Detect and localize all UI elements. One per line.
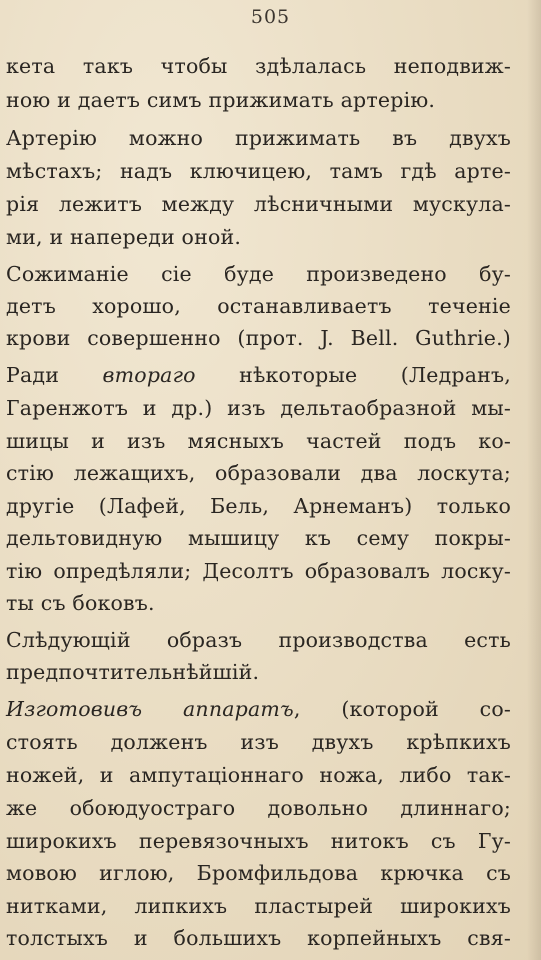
text-line-13: стію лежащихъ, образовали два лоскута; <box>6 461 511 485</box>
text-line-19: предпочтительнѣйшій. <box>6 660 260 684</box>
text-line-20-content <box>6 699 511 720</box>
word-radi: Ради <box>6 363 103 387</box>
text-line-3: Артерію можно прижимать въ двухъ <box>6 126 511 150</box>
text-line-22: ножей, и ампутаціоннаго ножа, либо так- <box>6 763 511 787</box>
text-line-26: нитками, липкихъ пластырей широкихъ <box>6 894 511 918</box>
text-line-27: толстыхъ и большихъ корпейныхъ свя- <box>6 926 511 950</box>
text-line-1: кета такъ чтобы здѣлалась неподвиж- <box>6 54 511 78</box>
text-line-11: Гаренжотъ и др.) изъ дельтаобразной мы- <box>6 396 511 420</box>
text-line-2: ною и даетъ симъ прижимать артерію. <box>6 88 436 112</box>
text-line-24: широкихъ перевязочныхъ нитокъ съ Гу- <box>6 829 511 853</box>
text-line-10 <box>0 365 541 386</box>
italic-word: вторaго <box>102 363 196 387</box>
italic-phrase: Изготовивъ аппаратъ <box>6 697 294 721</box>
line20-rest: , (которой со- <box>293 697 511 721</box>
text-line-9: крови совершенно (прот. J. Bell. Guthrie.) <box>6 326 511 350</box>
text-line-21: стоять долженъ изъ двухъ крѣпкихъ <box>6 730 511 754</box>
text-line-25: мовою иглою, Бромфильдова крючка съ <box>6 861 511 885</box>
text-line-17: ты съ боковъ. <box>6 591 155 615</box>
text-line-20 <box>0 699 541 720</box>
text-line-12: шицы и изъ мясныхъ частей подъ ко- <box>6 429 511 453</box>
text-line-15: дельтовидную мышицу къ сему покры- <box>6 526 511 550</box>
page-edge-shadow <box>527 0 541 960</box>
page-number: 505 <box>250 6 291 28</box>
text-line-8: детъ хорошо, останавливаетъ теченіе <box>6 294 511 318</box>
text-line-7: Сожиманіе сіе буде произведено бу- <box>6 262 511 286</box>
text-line-14: другіе (Лафей, Бель, Арнеманъ) только <box>6 494 511 518</box>
text-line-6: ми, и напереди оной. <box>6 225 242 249</box>
text-line-4: мѣстахъ; надъ ключицею, тамъ гдѣ арте- <box>6 159 511 183</box>
text-line-18: Слѣдующій образъ производства есть <box>6 628 511 652</box>
text-line-16: тію опредѣляли; Десолтъ образовалъ лоску- <box>6 559 511 583</box>
text-line-23: же обоюдуострaго довольно длиннаго; <box>6 796 511 820</box>
text-line-5: рія лежитъ между лѣсничными мускула- <box>6 192 511 216</box>
line10-rest: нѣкоторые (Ледранъ, <box>195 363 511 387</box>
text-line-10-content <box>6 365 511 386</box>
